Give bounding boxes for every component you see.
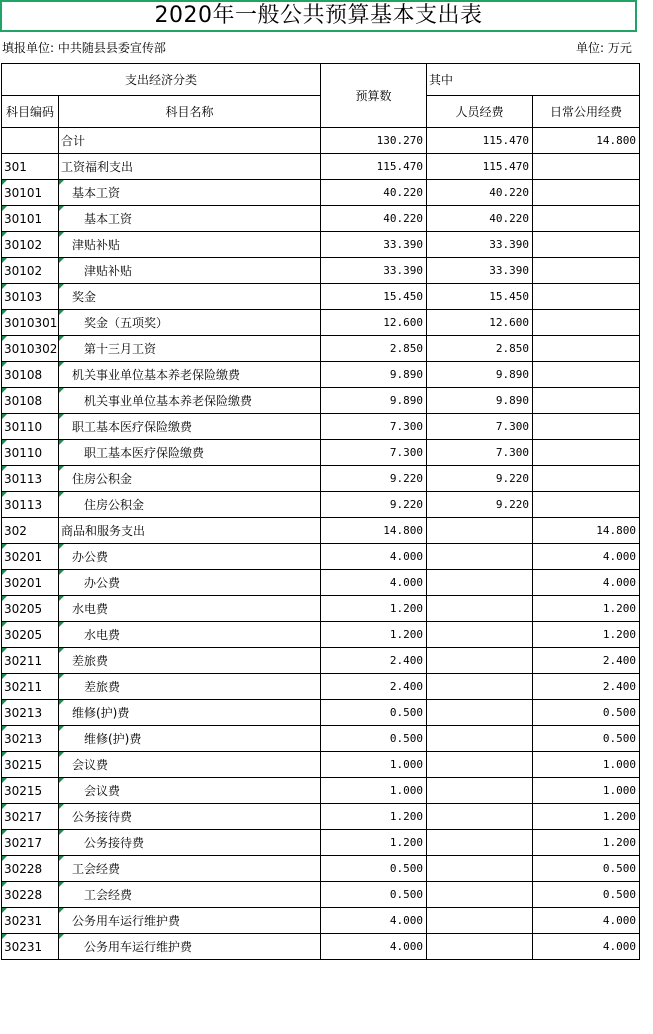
row-personnel-cell: [427, 752, 533, 778]
row-daily-cell: 0.500: [533, 856, 640, 882]
row-budget-cell: 7.300: [321, 414, 427, 440]
header-daily: 日常公用经费: [533, 96, 640, 128]
row-daily-cell: 1.200: [533, 830, 640, 856]
row-budget-cell: 4.000: [321, 934, 427, 960]
row-name-cell: 会议费: [59, 752, 321, 778]
row-daily-cell: 4.000: [533, 544, 640, 570]
row-name-cell: 差旅费: [59, 674, 321, 700]
table-row: [2, 908, 640, 934]
row-daily-cell: [533, 362, 640, 388]
row-budget-cell: 0.500: [321, 882, 427, 908]
table-row: [2, 284, 640, 310]
header-category: 支出经济分类: [2, 64, 321, 96]
row-budget-cell: 1.000: [321, 778, 427, 804]
currency-unit-label: 单位: 万元: [576, 41, 632, 55]
row-code-cell: 30213: [2, 700, 59, 726]
row-daily-cell: 1.200: [533, 622, 640, 648]
row-code-cell: 30211: [2, 648, 59, 674]
row-name-cell: 维修(护)费: [59, 700, 321, 726]
row-code-cell: 3010302: [2, 336, 59, 362]
row-code-cell: [2, 128, 59, 154]
row-budget-cell: 115.470: [321, 154, 427, 180]
table-row: [2, 934, 640, 960]
row-name-cell: 合计: [59, 128, 321, 154]
row-budget-cell: 4.000: [321, 908, 427, 934]
row-name-cell: 公务用车运行维护费: [59, 908, 321, 934]
row-code-cell: 30217: [2, 830, 59, 856]
row-personnel-cell: 115.470: [427, 128, 533, 154]
row-name-cell: 办公费: [59, 570, 321, 596]
table-row: [2, 492, 640, 518]
table-row: [2, 778, 640, 804]
row-daily-cell: [533, 388, 640, 414]
row-name-cell: 水电费: [59, 622, 321, 648]
row-name-cell: 基本工资: [59, 206, 321, 232]
row-daily-cell: [533, 232, 640, 258]
row-code-cell: 30215: [2, 752, 59, 778]
row-daily-cell: [533, 336, 640, 362]
row-personnel-cell: 7.300: [427, 414, 533, 440]
reporting-unit-label: 填报单位: 中共随县县委宣传部: [2, 41, 166, 55]
table-row: [2, 596, 640, 622]
row-name-cell: 公务接待费: [59, 830, 321, 856]
row-name-cell: 职工基本医疗保险缴费: [59, 440, 321, 466]
row-personnel-cell: [427, 882, 533, 908]
row-budget-cell: 2.400: [321, 674, 427, 700]
row-daily-cell: 0.500: [533, 700, 640, 726]
table-row: [2, 544, 640, 570]
table-row: [2, 700, 640, 726]
header-of-which: 其中: [427, 64, 640, 96]
row-personnel-cell: 9.220: [427, 492, 533, 518]
row-personnel-cell: [427, 804, 533, 830]
row-personnel-cell: 9.220: [427, 466, 533, 492]
row-code-cell: 30113: [2, 466, 59, 492]
row-budget-cell: 4.000: [321, 544, 427, 570]
row-daily-cell: 2.400: [533, 648, 640, 674]
row-budget-cell: 7.300: [321, 440, 427, 466]
row-code-cell: 30113: [2, 492, 59, 518]
row-budget-cell: 33.390: [321, 232, 427, 258]
row-daily-cell: [533, 206, 640, 232]
row-name-cell: 津贴补贴: [59, 258, 321, 284]
row-code-cell: 3010301: [2, 310, 59, 336]
row-personnel-cell: 2.850: [427, 336, 533, 362]
row-name-cell: 公务接待费: [59, 804, 321, 830]
row-code-cell: 301: [2, 154, 59, 180]
row-budget-cell: 130.270: [321, 128, 427, 154]
row-personnel-cell: [427, 700, 533, 726]
row-budget-cell: 0.500: [321, 856, 427, 882]
table-row: [2, 206, 640, 232]
table-row: [2, 804, 640, 830]
table-row: [2, 856, 640, 882]
table-row: [2, 362, 640, 388]
row-code-cell: 30110: [2, 414, 59, 440]
row-personnel-cell: [427, 830, 533, 856]
row-name-cell: 基本工资: [59, 180, 321, 206]
table-row: [2, 622, 640, 648]
row-daily-cell: 4.000: [533, 908, 640, 934]
row-code-cell: 30211: [2, 674, 59, 700]
row-daily-cell: [533, 466, 640, 492]
row-daily-cell: [533, 414, 640, 440]
row-name-cell: 职工基本医疗保险缴费: [59, 414, 321, 440]
row-personnel-cell: [427, 934, 533, 960]
table-row: [2, 570, 640, 596]
row-budget-cell: 40.220: [321, 206, 427, 232]
row-daily-cell: [533, 284, 640, 310]
row-daily-cell: 1.000: [533, 752, 640, 778]
row-personnel-cell: 33.390: [427, 232, 533, 258]
table-body: [2, 128, 640, 960]
table-row: [2, 388, 640, 414]
row-personnel-cell: 115.470: [427, 154, 533, 180]
header-code: 科目编码: [2, 96, 59, 128]
row-name-cell: 差旅费: [59, 648, 321, 674]
row-budget-cell: 40.220: [321, 180, 427, 206]
row-name-cell: 办公费: [59, 544, 321, 570]
table-row: [2, 258, 640, 284]
row-name-cell: 会议费: [59, 778, 321, 804]
header-budget: 预算数: [321, 64, 427, 128]
table-row: [2, 830, 640, 856]
row-budget-cell: 33.390: [321, 258, 427, 284]
row-budget-cell: 2.400: [321, 648, 427, 674]
row-budget-cell: 9.220: [321, 492, 427, 518]
row-personnel-cell: [427, 726, 533, 752]
row-budget-cell: 9.890: [321, 362, 427, 388]
row-code-cell: 30108: [2, 388, 59, 414]
row-daily-cell: 14.800: [533, 128, 640, 154]
row-personnel-cell: 9.890: [427, 388, 533, 414]
table-row: [2, 232, 640, 258]
row-daily-cell: [533, 180, 640, 206]
row-name-cell: 维修(护)费: [59, 726, 321, 752]
row-name-cell: 住房公积金: [59, 492, 321, 518]
table-row: [2, 518, 640, 544]
table-row: [2, 440, 640, 466]
row-budget-cell: 0.500: [321, 726, 427, 752]
row-code-cell: 30213: [2, 726, 59, 752]
row-code-cell: 30231: [2, 908, 59, 934]
row-personnel-cell: [427, 518, 533, 544]
row-personnel-cell: [427, 622, 533, 648]
row-name-cell: 机关事业单位基本养老保险缴费: [59, 388, 321, 414]
table-row: [2, 726, 640, 752]
row-budget-cell: 9.220: [321, 466, 427, 492]
row-code-cell: 30205: [2, 622, 59, 648]
table-row: [2, 154, 640, 180]
row-daily-cell: 1.000: [533, 778, 640, 804]
row-personnel-cell: 40.220: [427, 180, 533, 206]
row-daily-cell: 1.200: [533, 804, 640, 830]
row-code-cell: 302: [2, 518, 59, 544]
row-personnel-cell: 12.600: [427, 310, 533, 336]
row-budget-cell: 14.800: [321, 518, 427, 544]
table-row: [2, 310, 640, 336]
row-personnel-cell: [427, 570, 533, 596]
row-personnel-cell: [427, 856, 533, 882]
row-name-cell: 住房公积金: [59, 466, 321, 492]
row-budget-cell: 4.000: [321, 570, 427, 596]
row-personnel-cell: [427, 908, 533, 934]
row-name-cell: 工会经费: [59, 882, 321, 908]
row-daily-cell: 0.500: [533, 726, 640, 752]
row-budget-cell: 1.200: [321, 804, 427, 830]
row-code-cell: 30228: [2, 882, 59, 908]
table-row: [2, 882, 640, 908]
row-code-cell: 30102: [2, 258, 59, 284]
row-personnel-cell: 7.300: [427, 440, 533, 466]
row-code-cell: 30102: [2, 232, 59, 258]
row-name-cell: 工会经费: [59, 856, 321, 882]
row-code-cell: 30217: [2, 804, 59, 830]
row-budget-cell: 15.450: [321, 284, 427, 310]
row-daily-cell: [533, 440, 640, 466]
row-personnel-cell: 40.220: [427, 206, 533, 232]
row-daily-cell: [533, 310, 640, 336]
row-personnel-cell: 9.890: [427, 362, 533, 388]
row-personnel-cell: [427, 674, 533, 700]
row-name-cell: 公务用车运行维护费: [59, 934, 321, 960]
row-name-cell: 机关事业单位基本养老保险缴费: [59, 362, 321, 388]
row-personnel-cell: 15.450: [427, 284, 533, 310]
table-row: [2, 128, 640, 154]
row-budget-cell: 1.200: [321, 830, 427, 856]
row-name-cell: 水电费: [59, 596, 321, 622]
table-row: [2, 752, 640, 778]
row-name-cell: 奖金（五项奖）: [59, 310, 321, 336]
row-code-cell: 30215: [2, 778, 59, 804]
row-personnel-cell: [427, 596, 533, 622]
row-code-cell: 30201: [2, 570, 59, 596]
header-name: 科目名称: [59, 96, 321, 128]
row-name-cell: 奖金: [59, 284, 321, 310]
row-code-cell: 30101: [2, 206, 59, 232]
row-budget-cell: 1.000: [321, 752, 427, 778]
table-row: [2, 466, 640, 492]
row-personnel-cell: [427, 648, 533, 674]
row-daily-cell: [533, 154, 640, 180]
row-daily-cell: 0.500: [533, 882, 640, 908]
row-name-cell: 工资福利支出: [59, 154, 321, 180]
row-code-cell: 30108: [2, 362, 59, 388]
row-budget-cell: 2.850: [321, 336, 427, 362]
row-code-cell: 30101: [2, 180, 59, 206]
row-name-cell: 商品和服务支出: [59, 518, 321, 544]
table-row: [2, 674, 640, 700]
row-code-cell: 30231: [2, 934, 59, 960]
row-budget-cell: 1.200: [321, 596, 427, 622]
row-code-cell: 30103: [2, 284, 59, 310]
row-daily-cell: 4.000: [533, 934, 640, 960]
table-row: [2, 180, 640, 206]
table-row: [2, 648, 640, 674]
table-row: [2, 414, 640, 440]
row-code-cell: 30201: [2, 544, 59, 570]
row-code-cell: 30110: [2, 440, 59, 466]
row-budget-cell: 0.500: [321, 700, 427, 726]
row-daily-cell: 2.400: [533, 674, 640, 700]
header-personnel: 人员经费: [427, 96, 533, 128]
page-title: 2020年一般公共预算基本支出表: [0, 0, 637, 32]
row-daily-cell: [533, 492, 640, 518]
row-daily-cell: [533, 258, 640, 284]
row-budget-cell: 12.600: [321, 310, 427, 336]
budget-table: [1, 63, 640, 960]
row-name-cell: 津贴补贴: [59, 232, 321, 258]
row-personnel-cell: [427, 544, 533, 570]
row-code-cell: 30228: [2, 856, 59, 882]
row-budget-cell: 9.890: [321, 388, 427, 414]
row-personnel-cell: 33.390: [427, 258, 533, 284]
table-row: [2, 336, 640, 362]
row-code-cell: 30205: [2, 596, 59, 622]
row-personnel-cell: [427, 778, 533, 804]
row-daily-cell: 4.000: [533, 570, 640, 596]
row-daily-cell: 14.800: [533, 518, 640, 544]
row-name-cell: 第十三月工资: [59, 336, 321, 362]
row-daily-cell: 1.200: [533, 596, 640, 622]
row-budget-cell: 1.200: [321, 622, 427, 648]
